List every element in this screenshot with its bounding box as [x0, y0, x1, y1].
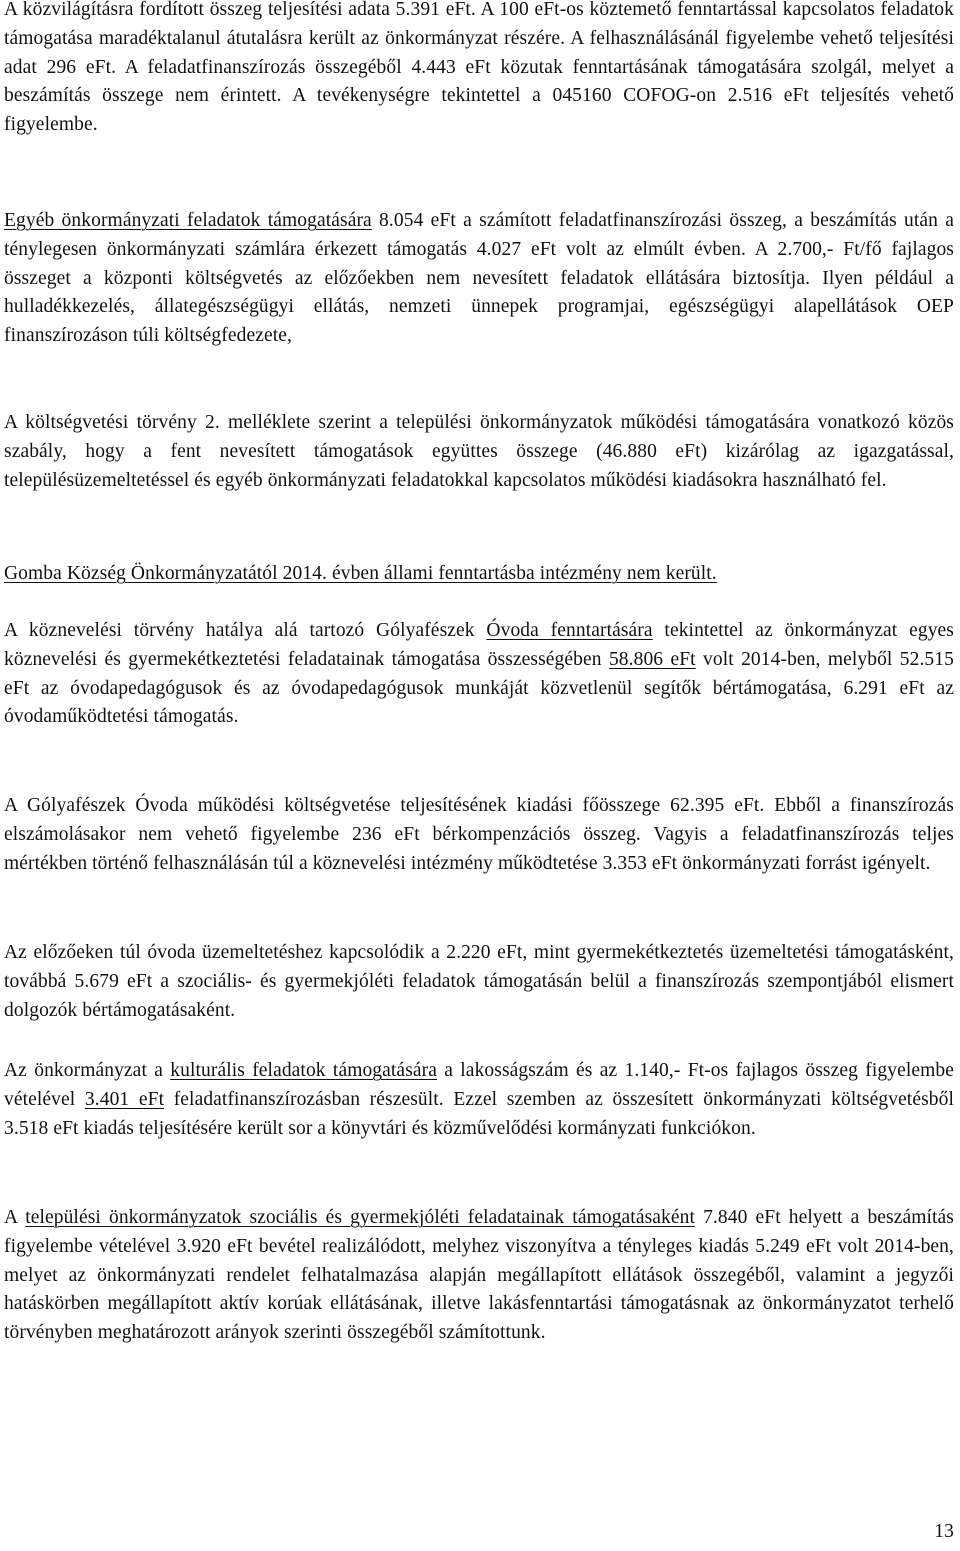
- paragraph-text: A Gólyafészek Óvoda működési költségvetése teljesítésének kiadási főösszege 62.395 eFt. Ebből a finanszírozás elszámolásakor nem vehető figyelembe 236 eFt bérkompenzációs összeg. Vagyis a feladatfinanszírozás teljes mértékben történő felhasználásán túl a köznevelési intézmény működtetése 3.353 eFt önkormányzati forrást igényelt.: [4, 795, 954, 874]
- paragraph-budget-law-rule: [4, 409, 954, 495]
- paragraph-text: A költségvetési törvény 2. melléklete szerint a települési önkormányzatok működési támogatására vonatkozó közös szabály, hogy a fent nevesített támogatások együttes összege (46.880 eFt) kizárólag az igazgatással, településüzemeltetéssel és egyéb önkormányzati feladatokkal kapcsolatos működési kiadásokra használható fel.: [4, 412, 954, 491]
- paragraph-text: A köznevelési törvény hatálya alá tartozó Gólyafészek: [4, 620, 487, 641]
- paragraph-text: Az önkormányzat a: [4, 1060, 171, 1081]
- underlined-text: települési önkormányzatok szociális és gyermekjóléti feladatainak támogatásaként: [25, 1207, 695, 1228]
- paragraph-text: feladatfinanszírozásban részesült. Ezzel szemben az összesített önkormányzati költségvetésből 3.518 eFt kiadás teljesítésére került sor a könyvtári és közművelődési kormányzati funkciókon.: [4, 1088, 954, 1139]
- underlined-text: 58.806 eFt: [608, 648, 696, 670]
- paragraph-social-child-welfare: [4, 1204, 954, 1348]
- paragraph-public-lighting: [4, 0, 954, 140]
- paragraph-text: A: [4, 1207, 26, 1228]
- paragraph-text: tekintettel az önkormányzat egyes köznevelési és gyermekétkeztetési feladatainak támogatása összességében: [4, 620, 954, 670]
- paragraph-kindergarten-budget: [4, 792, 954, 878]
- paragraph-text: Az előzőeken túl óvoda üzemeltetéshez kapcsolódik a 2.220 eFt, mint gyermekétkeztetés üzemeltetési támogatásként, továbbá 5.679 eFt a szociális- és gyermekjóléti feladatok támogatásán belül a finanszírozás szempontjából elismert dolgozók bértámogatásaként.: [4, 942, 954, 1021]
- paragraph-cultural-tasks: [4, 1057, 954, 1143]
- paragraph-other-municipal-tasks: [4, 207, 954, 351]
- paragraph-text: 8.054 eFt a számított feladatfinanszírozási összeg, a beszámítás után a ténylegesen önkormányzati számlára érkezett támogatás 4.027 eFt volt az elmúlt évben. A 2.700,- Ft/fő fajlagos összeget a központi költségvetés az előzőekben nem nevesített feladatok ellátására biztosítja. Ilyen például a hulladékkezelés, állategészségügyi ellátás, nemzeti ünnepek programjai, egészségügyi alapellátások OEP finanszírozáson túli költségfedezete,: [4, 210, 954, 347]
- paragraph-kindergarten-funding: [4, 617, 954, 732]
- underlined-text: Óvoda fenntartására: [486, 620, 653, 641]
- paragraph-text: 7.840 eFt helyett a beszámítás figyelembe vételével 3.920 eFt bevétel realizálódott, melyhez viszonyítva a tényleges kiadás 5.249 eFt volt 2014-ben, melyet az önkormányzati rendelet felhatalmazása alapján megállapított ellátások összegéből, valamint a jegyzői hatáskörben megállapított aktív korúak ellátásának, illetve lakásfenntartási támogatásnak az önkormányzatot terhelő törvényben meghatározott arányok szerinti összegéből számítottunk.: [4, 1207, 954, 1344]
- page-number: 13: [934, 1521, 954, 1542]
- underlined-text: kulturális feladatok támogatására: [170, 1060, 437, 1081]
- underlined-text: Egyéb önkormányzati feladatok támogatására: [4, 210, 372, 231]
- paragraph-state-maintenance-note: [4, 560, 954, 589]
- paragraph-text: volt 2014-ben, melyből 52.515 eFt az óvodapedagógusok és az óvodapedagógusok munkáját közvetlenül segítők bértámogatása, 6.291 eFt az óvodaműködtetési támogatás.: [4, 648, 954, 728]
- underlined-text: 3.401 eFt: [84, 1088, 165, 1110]
- paragraph-text: a lakosságszám és az 1.140,- Ft-os fajlagos összeg figyelembe vételével: [4, 1060, 954, 1110]
- underlined-text: Gomba Község Önkormányzatától 2014. évben állami fenntartásba intézmény nem került.: [4, 563, 717, 584]
- paragraph-kindergarten-operation: [4, 939, 954, 1025]
- paragraph-text: A közvilágításra fordított összeg teljesítési adata 5.391 eFt. A 100 eFt-os köztemető fenntartással kapcsolatos feladatok támogatása maradéktalanul átutalásra került az önkormányzat részére. A felhasználásánál figyelembe vehető teljesítési adat 296 eFt. A feladatfinanszírozás összegéből 4.443 eFt közutak fenntartásának támogatására szolgál, melyet a beszámítás összege nem érintett. A tevékenységre tekintettel a 045160 COFOG-on 2.516 eFt teljesítés vehető figyelembe.: [4, 0, 954, 136]
